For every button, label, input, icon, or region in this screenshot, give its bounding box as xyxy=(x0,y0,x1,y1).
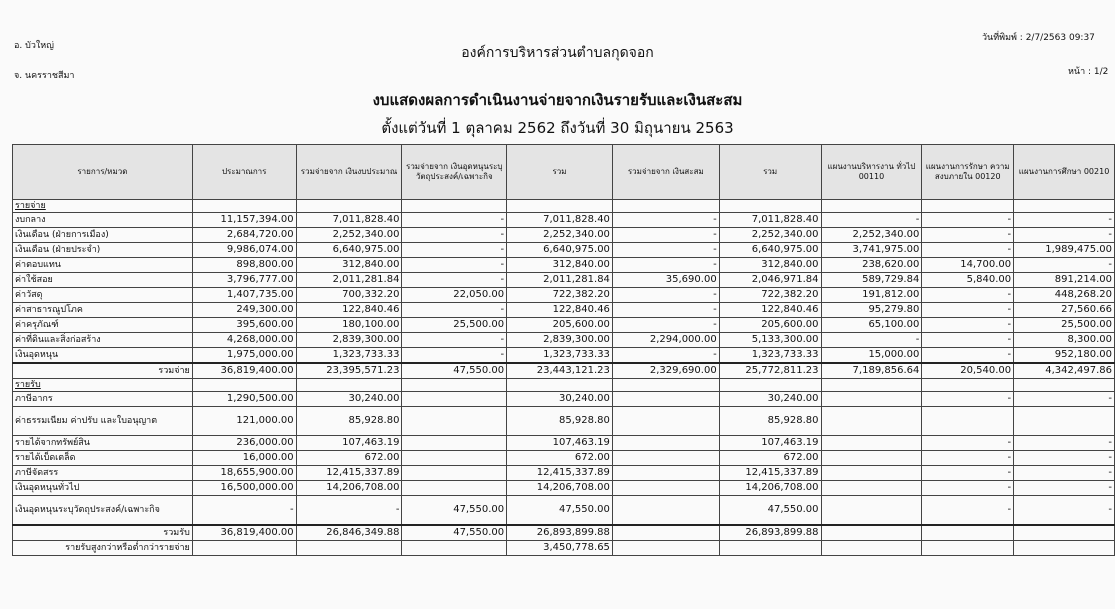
value-cell: - xyxy=(612,243,719,258)
value-cell: 25,500.00 xyxy=(402,318,507,333)
value-cell: 26,893,899.88 xyxy=(719,525,821,541)
value-cell xyxy=(612,466,719,481)
value-cell xyxy=(612,379,719,392)
value-cell xyxy=(821,379,922,392)
report-subtitle: งบแสดงผลการดำเนินงานจ่ายจากเงินรายรับและเงินสะสม xyxy=(372,91,743,109)
row-label: งบกลาง xyxy=(13,213,193,228)
row-label: เงินอุดหนุนทั่วไป xyxy=(13,481,193,496)
value-cell xyxy=(821,466,922,481)
value-cell: 2,839,300.00 xyxy=(296,333,402,348)
value-cell: 121,000.00 xyxy=(192,407,296,436)
column-header: รวม xyxy=(719,145,821,200)
table-row xyxy=(13,273,1115,288)
header-row xyxy=(13,145,1115,200)
value-cell: 249,300.00 xyxy=(192,303,296,318)
value-cell: 47,550.00 xyxy=(402,525,507,541)
value-cell: 65,100.00 xyxy=(821,318,922,333)
value-cell: - xyxy=(402,228,507,243)
value-cell: 312,840.00 xyxy=(507,258,613,273)
value-cell: 2,329,690.00 xyxy=(612,363,719,379)
value-cell xyxy=(821,200,922,213)
value-cell: - xyxy=(922,392,1014,407)
value-cell xyxy=(821,481,922,496)
value-cell: 312,840.00 xyxy=(719,258,821,273)
value-cell: - xyxy=(402,258,507,273)
value-cell: 7,011,828.40 xyxy=(719,213,821,228)
value-cell: 107,463.19 xyxy=(296,436,402,451)
value-cell xyxy=(612,481,719,496)
value-cell: 30,240.00 xyxy=(296,392,402,407)
table-row xyxy=(13,213,1115,228)
section-row xyxy=(13,200,1115,213)
row-label: รายจ่าย xyxy=(13,200,193,213)
row-label: รวมจ่าย xyxy=(13,363,193,379)
value-cell: - xyxy=(922,243,1014,258)
table-row xyxy=(13,243,1115,258)
difference-row xyxy=(13,541,1115,556)
value-cell: - xyxy=(821,333,922,348)
section-row xyxy=(13,379,1115,392)
table-row xyxy=(13,466,1115,481)
column-header: รวมจ่ายจาก เงินสะสม xyxy=(612,145,719,200)
table-row xyxy=(13,392,1115,407)
table-row xyxy=(13,318,1115,333)
value-cell: 180,100.00 xyxy=(296,318,402,333)
value-cell xyxy=(507,379,613,392)
value-cell: 107,463.19 xyxy=(507,436,613,451)
value-cell: 898,800.00 xyxy=(192,258,296,273)
row-label: ค่าที่ดินและสิ่งก่อสร้าง xyxy=(13,333,193,348)
table-row xyxy=(13,451,1115,466)
value-cell: 589,729.84 xyxy=(821,273,922,288)
value-cell: - xyxy=(1014,436,1115,451)
column-header: ประมาณการ xyxy=(192,145,296,200)
value-cell: 14,206,708.00 xyxy=(296,481,402,496)
value-cell xyxy=(192,541,296,556)
value-cell xyxy=(821,496,922,526)
value-cell: 16,500,000.00 xyxy=(192,481,296,496)
value-cell xyxy=(612,407,719,436)
value-cell: - xyxy=(1014,466,1115,481)
column-header: แผนงานบริหารงาน ทั่วไป 00110 xyxy=(821,145,922,200)
value-cell: 47,550.00 xyxy=(719,496,821,526)
value-cell xyxy=(719,379,821,392)
value-cell: - xyxy=(922,228,1014,243)
value-cell: - xyxy=(612,348,719,364)
row-label: รายได้จากทรัพย์สิน xyxy=(13,436,193,451)
value-cell: 47,550.00 xyxy=(402,496,507,526)
table-row xyxy=(13,436,1115,451)
value-cell xyxy=(402,466,507,481)
value-cell xyxy=(821,407,922,436)
value-cell: 672.00 xyxy=(296,451,402,466)
row-label: รายได้เบ็ดเตล็ด xyxy=(13,451,193,466)
value-cell: 1,975,000.00 xyxy=(192,348,296,364)
value-cell xyxy=(402,407,507,436)
value-cell: 6,640,975.00 xyxy=(507,243,613,258)
value-cell: 5,840.00 xyxy=(922,273,1014,288)
value-cell: 107,463.19 xyxy=(719,436,821,451)
value-cell: 12,415,337.89 xyxy=(507,466,613,481)
value-cell: 2,294,000.00 xyxy=(612,333,719,348)
value-cell: 1,323,733.33 xyxy=(507,348,613,364)
print-date: วันที่พิมพ์ : 2/7/2563 09:37 xyxy=(982,33,1095,43)
value-cell: 122,840.46 xyxy=(296,303,402,318)
value-cell xyxy=(612,525,719,541)
report-period: ตั้งแต่วันที่ 1 ตุลาคม 2562 ถึงวันที่ 30 มิถุนายน 2563 xyxy=(381,119,734,137)
value-cell: 23,395,571.23 xyxy=(296,363,402,379)
value-cell: 27,560.66 xyxy=(1014,303,1115,318)
value-cell: 191,812.00 xyxy=(821,288,922,303)
value-cell: 26,893,899.88 xyxy=(507,525,613,541)
value-cell xyxy=(922,379,1014,392)
value-cell: - xyxy=(922,288,1014,303)
value-cell: 3,450,778.65 xyxy=(507,541,613,556)
value-cell xyxy=(402,481,507,496)
value-cell: 952,180.00 xyxy=(1014,348,1115,364)
value-cell: 7,011,828.40 xyxy=(296,213,402,228)
value-cell: 2,011,281.84 xyxy=(507,273,613,288)
value-cell: 26,846,349.88 xyxy=(296,525,402,541)
value-cell: - xyxy=(922,436,1014,451)
column-header: รายการ/หมวด xyxy=(13,145,193,200)
total-row xyxy=(13,363,1115,379)
value-cell: - xyxy=(922,451,1014,466)
value-cell xyxy=(1014,541,1115,556)
value-cell: 23,443,121.23 xyxy=(507,363,613,379)
value-cell: - xyxy=(402,348,507,364)
row-label: ค่าธรรมเนียม ค่าปรับ และใบอนุญาต xyxy=(13,407,193,436)
value-cell xyxy=(922,541,1014,556)
row-label: เงินอุดหนุน xyxy=(13,348,193,364)
organization-title: องค์การบริหารส่วนตำบลกุดจอก xyxy=(461,45,654,61)
value-cell: 672.00 xyxy=(507,451,613,466)
value-cell: 700,332.20 xyxy=(296,288,402,303)
value-cell xyxy=(612,436,719,451)
value-cell: - xyxy=(922,333,1014,348)
value-cell: 3,741,975.00 xyxy=(821,243,922,258)
table-row xyxy=(13,228,1115,243)
row-label: ค่าตอบแทน xyxy=(13,258,193,273)
value-cell xyxy=(922,525,1014,541)
value-cell: 395,600.00 xyxy=(192,318,296,333)
value-cell: 1,407,735.00 xyxy=(192,288,296,303)
value-cell: 4,268,000.00 xyxy=(192,333,296,348)
value-cell: - xyxy=(922,466,1014,481)
row-label: ภาษีจัดสรร xyxy=(13,466,193,481)
value-cell: 4,342,497.86 xyxy=(1014,363,1115,379)
table-row xyxy=(13,258,1115,273)
table-row xyxy=(13,407,1115,436)
value-cell: 20,540.00 xyxy=(922,363,1014,379)
column-header: รวมจ่ายจาก เงินอุดหนุนระบุ วัตถุประสงค์/เฉพาะกิจ xyxy=(402,145,507,200)
row-label: ค่าครุภัณฑ์ xyxy=(13,318,193,333)
row-label: ภาษีอากร xyxy=(13,392,193,407)
value-cell: 6,640,975.00 xyxy=(296,243,402,258)
value-cell xyxy=(402,392,507,407)
value-cell: 1,290,500.00 xyxy=(192,392,296,407)
table-row xyxy=(13,303,1115,318)
value-cell: - xyxy=(612,288,719,303)
value-cell: 25,500.00 xyxy=(1014,318,1115,333)
value-cell xyxy=(296,200,402,213)
value-cell: 2,046,971.84 xyxy=(719,273,821,288)
value-cell: 2,684,720.00 xyxy=(192,228,296,243)
value-cell: 85,928.80 xyxy=(296,407,402,436)
value-cell: 2,252,340.00 xyxy=(719,228,821,243)
value-cell xyxy=(821,436,922,451)
value-cell xyxy=(719,541,821,556)
value-cell: 236,000.00 xyxy=(192,436,296,451)
value-cell xyxy=(612,200,719,213)
value-cell: - xyxy=(922,496,1014,526)
value-cell: 18,655,900.00 xyxy=(192,466,296,481)
value-cell: 448,268.20 xyxy=(1014,288,1115,303)
value-cell: 122,840.46 xyxy=(719,303,821,318)
value-cell: 30,240.00 xyxy=(719,392,821,407)
value-cell: - xyxy=(1014,228,1115,243)
value-cell xyxy=(612,451,719,466)
value-cell: 14,700.00 xyxy=(922,258,1014,273)
value-cell: - xyxy=(922,303,1014,318)
row-label: รวมรับ xyxy=(13,525,193,541)
value-cell: 47,550.00 xyxy=(507,496,613,526)
value-cell xyxy=(192,379,296,392)
row-label: ค่าใช้สอย xyxy=(13,273,193,288)
value-cell: - xyxy=(612,228,719,243)
value-cell: 5,133,300.00 xyxy=(719,333,821,348)
value-cell xyxy=(402,451,507,466)
value-cell: - xyxy=(402,213,507,228)
table-row xyxy=(13,288,1115,303)
value-cell xyxy=(1014,525,1115,541)
value-cell xyxy=(1014,407,1115,436)
value-cell xyxy=(1014,379,1115,392)
value-cell xyxy=(192,200,296,213)
row-label: รายรับ xyxy=(13,379,193,392)
value-cell: 12,415,337.89 xyxy=(719,466,821,481)
value-cell: 12,415,337.89 xyxy=(296,466,402,481)
value-cell: 1,323,733.33 xyxy=(296,348,402,364)
value-cell: - xyxy=(192,496,296,526)
column-header: แผนงานการศึกษา 00210 xyxy=(1014,145,1115,200)
value-cell: 2,252,340.00 xyxy=(821,228,922,243)
value-cell: 2,252,340.00 xyxy=(507,228,613,243)
value-cell: 2,252,340.00 xyxy=(296,228,402,243)
value-cell: 205,600.00 xyxy=(719,318,821,333)
value-cell: - xyxy=(296,496,402,526)
row-label: เงินเดือน (ฝ่ายประจำ) xyxy=(13,243,193,258)
value-cell: 11,157,394.00 xyxy=(192,213,296,228)
value-cell: 722,382.20 xyxy=(507,288,613,303)
value-cell xyxy=(612,541,719,556)
value-cell xyxy=(719,200,821,213)
value-cell: 891,214.00 xyxy=(1014,273,1115,288)
value-cell: - xyxy=(1014,451,1115,466)
value-cell: 36,819,400.00 xyxy=(192,363,296,379)
value-cell: - xyxy=(922,481,1014,496)
value-cell: 7,189,856.64 xyxy=(821,363,922,379)
value-cell: 8,300.00 xyxy=(1014,333,1115,348)
value-cell: - xyxy=(402,333,507,348)
value-cell: - xyxy=(1014,213,1115,228)
value-cell xyxy=(402,436,507,451)
value-cell: - xyxy=(1014,258,1115,273)
value-cell: 15,000.00 xyxy=(821,348,922,364)
value-cell: - xyxy=(1014,496,1115,526)
value-cell xyxy=(296,541,402,556)
table-row xyxy=(13,348,1115,364)
value-cell xyxy=(821,541,922,556)
value-cell: 122,840.46 xyxy=(507,303,613,318)
value-cell: - xyxy=(612,318,719,333)
total-row xyxy=(13,525,1115,541)
value-cell: 22,050.00 xyxy=(402,288,507,303)
value-cell xyxy=(402,200,507,213)
value-cell: 1,989,475.00 xyxy=(1014,243,1115,258)
value-cell: 47,550.00 xyxy=(402,363,507,379)
value-cell xyxy=(296,379,402,392)
row-label: ค่าวัสดุ xyxy=(13,288,193,303)
value-cell: - xyxy=(612,303,719,318)
value-cell: 7,011,828.40 xyxy=(507,213,613,228)
value-cell: - xyxy=(612,213,719,228)
value-cell: 14,206,708.00 xyxy=(507,481,613,496)
value-cell xyxy=(821,451,922,466)
column-header: รวมจ่ายจาก เงินงบประมาณ xyxy=(296,145,402,200)
value-cell: - xyxy=(402,243,507,258)
value-cell: - xyxy=(922,318,1014,333)
value-cell: 722,382.20 xyxy=(719,288,821,303)
value-cell: - xyxy=(612,258,719,273)
value-cell: - xyxy=(402,303,507,318)
value-cell: 672.00 xyxy=(719,451,821,466)
value-cell: - xyxy=(821,213,922,228)
column-header: แผนงานการรักษา ความสงบภายใน 00120 xyxy=(922,145,1014,200)
value-cell: - xyxy=(922,213,1014,228)
value-cell: 25,772,811.23 xyxy=(719,363,821,379)
row-label: เงินอุดหนุนระบุวัตถุประสงค์/เฉพาะกิจ xyxy=(13,496,193,526)
table-row xyxy=(13,481,1115,496)
value-cell: 2,011,281.84 xyxy=(296,273,402,288)
value-cell: 3,796,777.00 xyxy=(192,273,296,288)
value-cell: 30,240.00 xyxy=(507,392,613,407)
value-cell: 36,819,400.00 xyxy=(192,525,296,541)
row-label: รายรับสูงกว่าหรือต่ำกว่ารายจ่าย xyxy=(13,541,193,556)
value-cell: 205,600.00 xyxy=(507,318,613,333)
value-cell: 2,839,300.00 xyxy=(507,333,613,348)
value-cell: 6,640,975.00 xyxy=(719,243,821,258)
row-label: ค่าสาธารณูปโภค xyxy=(13,303,193,318)
value-cell xyxy=(821,392,922,407)
value-cell: - xyxy=(402,273,507,288)
province-label: จ. นครราชสีมา xyxy=(14,71,75,81)
value-cell: 1,323,733.33 xyxy=(719,348,821,364)
row-label: เงินเดือน (ฝ่ายการเมือง) xyxy=(13,228,193,243)
value-cell: - xyxy=(1014,481,1115,496)
value-cell: 16,000.00 xyxy=(192,451,296,466)
value-cell xyxy=(507,200,613,213)
value-cell: 85,928.80 xyxy=(507,407,613,436)
value-cell: 14,206,708.00 xyxy=(719,481,821,496)
table-row xyxy=(13,496,1115,526)
value-cell xyxy=(402,541,507,556)
page-number: หน้า : 1/2 xyxy=(1068,67,1109,77)
table-row xyxy=(13,333,1115,348)
value-cell: 9,986,074.00 xyxy=(192,243,296,258)
value-cell: - xyxy=(922,348,1014,364)
value-cell xyxy=(612,392,719,407)
column-header: รวม xyxy=(507,145,613,200)
report-table xyxy=(12,144,1115,556)
value-cell xyxy=(612,496,719,526)
value-cell xyxy=(402,379,507,392)
value-cell xyxy=(922,200,1014,213)
value-cell xyxy=(1014,200,1115,213)
value-cell: 85,928.80 xyxy=(719,407,821,436)
value-cell: 95,279.80 xyxy=(821,303,922,318)
value-cell: 312,840.00 xyxy=(296,258,402,273)
value-cell xyxy=(922,407,1014,436)
value-cell: 238,620.00 xyxy=(821,258,922,273)
value-cell: 35,690.00 xyxy=(612,273,719,288)
district-label: อ. บัวใหญ่ xyxy=(14,41,54,51)
value-cell xyxy=(821,525,922,541)
value-cell: - xyxy=(1014,392,1115,407)
